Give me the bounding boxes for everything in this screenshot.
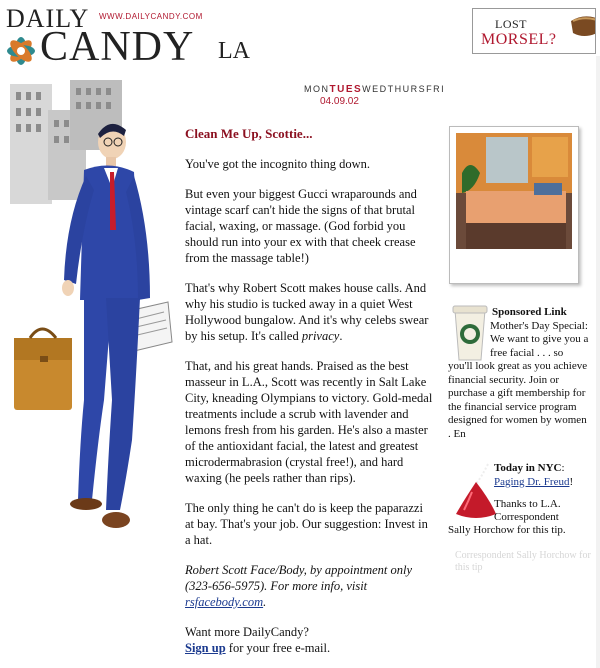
article (185, 126, 435, 656)
candy-flower-icon (4, 34, 38, 68)
logo-candy-text: CANDY (40, 24, 195, 70)
sponsored-body: Mother's Day Special: We want to give you a free facial . . . so you'll look great as you achieve financial security. Join or purchase a gift membership for the financial service program designed for women by women . En (448, 319, 589, 440)
lost-morsel-ad[interactable] (472, 8, 596, 54)
logo-daily-text: DAILY (6, 4, 90, 33)
massage-room-photo (456, 133, 572, 249)
page-edge-shadow (596, 56, 600, 668)
logo-url[interactable]: WWW.DAILYCANDY.COM (99, 12, 203, 21)
article-paragraph-4: That, and his great hands. Praised as the best masseur in L.A., Scott was recently in Salt Lake City, kneading Olympians to victory. Gold-medal treatments include a scrub with lavender and lemons fresh from his garden. He's also a master of the antioxidant facial, the latest and greatest microdermabrasion (crystal free!), and hard waxing (he peels rather than rips). (185, 359, 433, 485)
today-in-nyc: Today in NYC: Paging Dr. Freud! (494, 462, 574, 488)
weekday-nav (304, 84, 445, 95)
signup-rest: for your free e-mail. (225, 641, 331, 655)
article-headline: Clean Me Up, Scottie... (185, 126, 313, 141)
article-paragraph-5: The only thing he can't do is keep the paparazzi at bay. That's your job. Our suggestion: Invest in a hat. (185, 501, 428, 547)
man-in-suit-illustration (0, 80, 180, 550)
article-paragraph-1: You've got the incognito thing down. (185, 157, 371, 171)
studio-photo-frame (449, 126, 579, 284)
more-prompt: Want more DailyCandy? (185, 625, 309, 639)
paging-dr-freud-link[interactable]: Paging Dr. Freud (494, 475, 570, 488)
article-paragraph-2: But even your biggest Gucci wraparounds and vintage scarf can't hide the signs of that brutal facial, waxing, or massage. (God forbid you should run into your ex with that cheek crease from the massage table!) (185, 187, 417, 265)
weekday-tues-active[interactable]: TUES (329, 84, 363, 95)
privacy-emphasis: privacy (301, 329, 340, 343)
contact-text: Robert Scott Face/Body, by appointment only (323-656-5975). For more info, visit (185, 563, 413, 593)
thanks-credit: Sally Horchow for this tip. (448, 524, 566, 536)
issue-date: 04.09.02 (320, 96, 359, 107)
weekday-rest[interactable]: WEDTHURSFRI (362, 84, 446, 94)
dailycandy-logo[interactable] (4, 4, 264, 68)
sponsored-title: Sponsored Link (492, 306, 567, 318)
faded-duplicate-text: Correspondent Sally Horchow for this tip (455, 550, 591, 573)
thanks-text: Thanks to L.A. Correspondent (494, 498, 561, 523)
logo-city-text: LA (218, 38, 250, 64)
article-paragraph-3: That's why Robert Scott makes house calls. And why his studio is tucked away in a quiet West Hollywood bungalow. And it's why celebs swear by his setup. It's called privacy. (185, 281, 429, 343)
rsfacebody-link[interactable]: rsfacebody.com (185, 595, 264, 609)
ad-line-1: LOST (495, 17, 527, 31)
nyc-title: Today in NYC (494, 462, 562, 474)
hershey-kiss-icon (452, 462, 498, 524)
ad-line-2: MORSEL? (481, 31, 557, 48)
weekday-mon[interactable]: MON (304, 84, 330, 94)
sponsored-link-box[interactable] (448, 306, 590, 441)
contact-info: Robert Scott Face/Body, by appointment only (323-656-5975). For more info, visit rsfacebody.com. (185, 563, 413, 609)
dessert-cup-icon (569, 11, 596, 41)
signup-link[interactable]: Sign up (185, 641, 226, 655)
signup-block (185, 624, 435, 656)
